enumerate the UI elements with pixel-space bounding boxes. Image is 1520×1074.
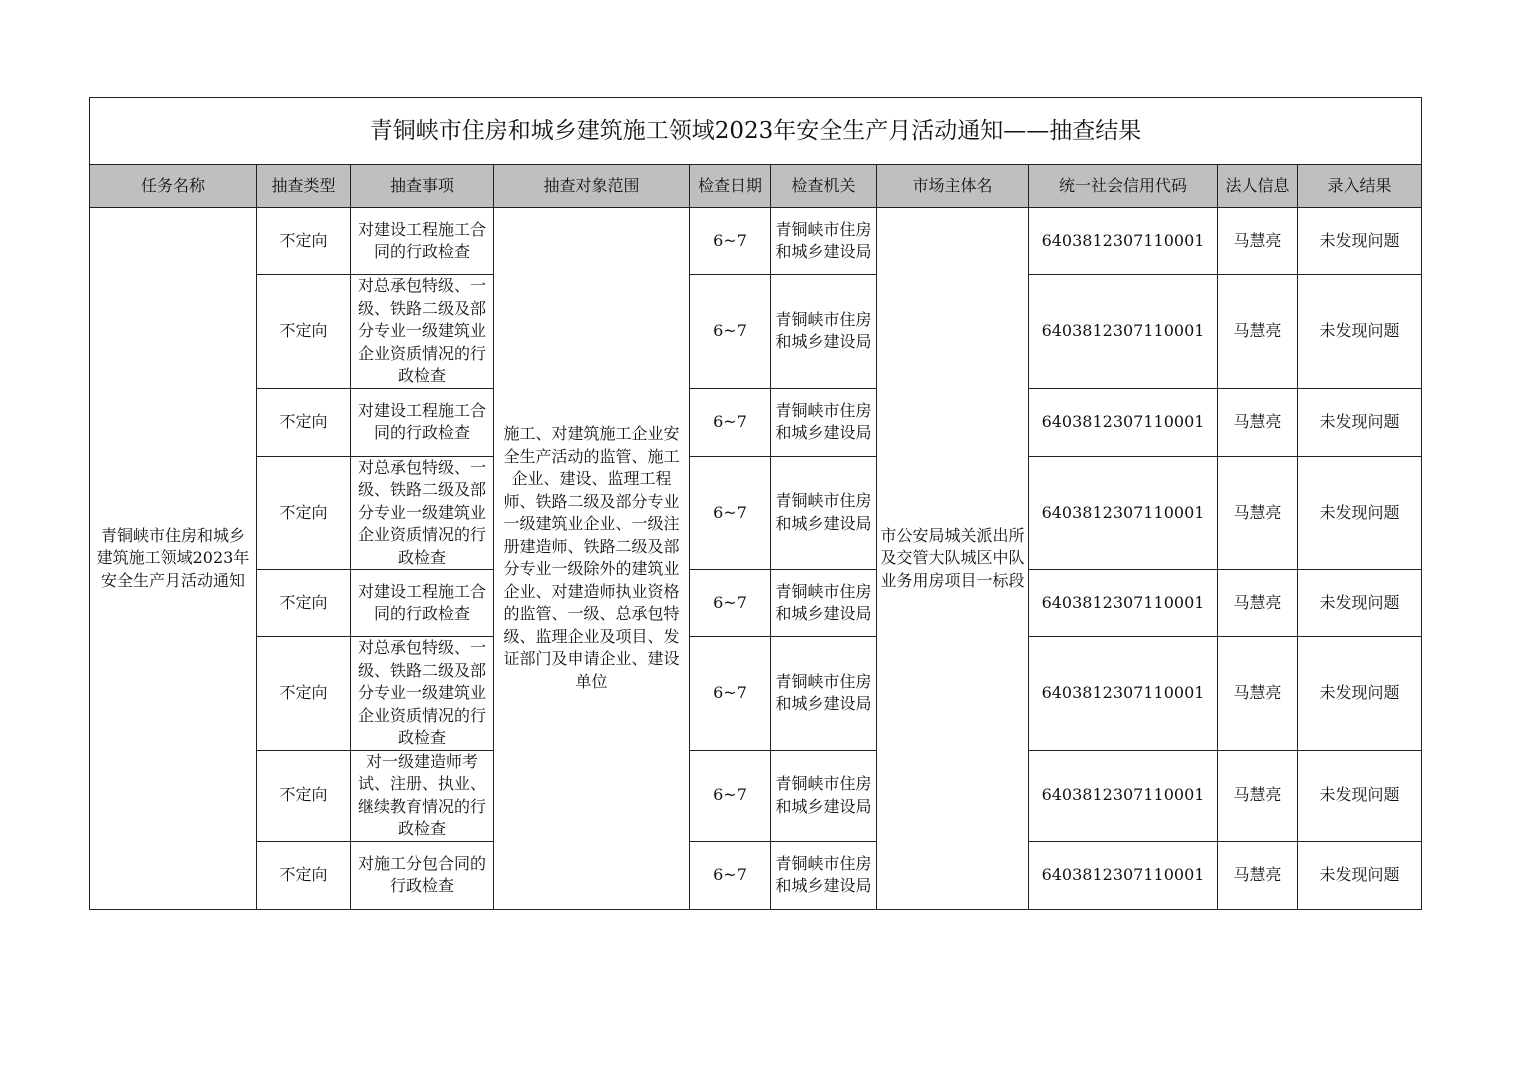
result-cell: 未发现问题	[1298, 275, 1422, 389]
check-type-cell: 不定向	[257, 570, 351, 637]
legal-person-cell: 马慧亮	[1218, 841, 1298, 909]
credit-code-cell: 6403812307110001	[1029, 456, 1218, 570]
credit-code-cell: 6403812307110001	[1029, 275, 1218, 389]
table-row	[90, 275, 1422, 389]
credit-code-cell: 6403812307110001	[1029, 750, 1218, 841]
result-sheet	[89, 97, 1421, 910]
sheet-title: 青铜峡市住房和城乡建筑施工领域2023年安全生产月活动通知——抽查结果	[90, 98, 1422, 165]
table-row	[90, 570, 1422, 637]
legal-person-cell: 马慧亮	[1218, 388, 1298, 456]
legal-person-cell: 马慧亮	[1218, 456, 1298, 570]
check-item-cell: 对总承包特级、一级、铁路二级及部分专业一级建筑业企业资质情况的行政检查	[351, 456, 494, 570]
check-date-cell: 6~7	[690, 841, 771, 909]
authority-cell: 青铜峡市住房和城乡建设局	[771, 208, 877, 275]
check-date-cell: 6~7	[690, 570, 771, 637]
check-type-cell: 不定向	[257, 637, 351, 751]
table-row	[90, 637, 1422, 751]
check-date-cell: 6~7	[690, 750, 771, 841]
col-header-task-name: 任务名称	[90, 165, 257, 208]
inspection-table	[89, 97, 1422, 910]
credit-code-cell: 6403812307110001	[1029, 208, 1218, 275]
authority-cell: 青铜峡市住房和城乡建设局	[771, 841, 877, 909]
result-cell: 未发现问题	[1298, 841, 1422, 909]
col-header-scope: 抽查对象范围	[494, 165, 690, 208]
credit-code-cell: 6403812307110001	[1029, 388, 1218, 456]
table-row	[90, 388, 1422, 456]
market-entity-cell: 市公安局城关派出所及交管大队城区中队业务用房项目一标段	[877, 208, 1029, 910]
legal-person-cell: 马慧亮	[1218, 750, 1298, 841]
check-date-cell: 6~7	[690, 456, 771, 570]
col-header-result: 录入结果	[1298, 165, 1422, 208]
authority-cell: 青铜峡市住房和城乡建设局	[771, 637, 877, 751]
check-date-cell: 6~7	[690, 388, 771, 456]
result-cell: 未发现问题	[1298, 208, 1422, 275]
col-header-item: 抽查事项	[351, 165, 494, 208]
check-item-cell: 对施工分包合同的行政检查	[351, 841, 494, 909]
task-name-cell: 青铜峡市住房和城乡建筑施工领域2023年安全生产月活动通知	[90, 208, 257, 910]
table-row	[90, 750, 1422, 841]
check-item-cell: 对建设工程施工合同的行政检查	[351, 388, 494, 456]
result-cell: 未发现问题	[1298, 570, 1422, 637]
col-header-legal-person: 法人信息	[1218, 165, 1298, 208]
authority-cell: 青铜峡市住房和城乡建设局	[771, 750, 877, 841]
check-item-cell: 对建设工程施工合同的行政检查	[351, 570, 494, 637]
legal-person-cell: 马慧亮	[1218, 275, 1298, 389]
check-date-cell: 6~7	[690, 637, 771, 751]
check-date-cell: 6~7	[690, 208, 771, 275]
authority-cell: 青铜峡市住房和城乡建设局	[771, 388, 877, 456]
legal-person-cell: 马慧亮	[1218, 208, 1298, 275]
authority-cell: 青铜峡市住房和城乡建设局	[771, 456, 877, 570]
table-row	[90, 456, 1422, 570]
check-type-cell: 不定向	[257, 750, 351, 841]
col-header-authority: 检查机关	[771, 165, 877, 208]
legal-person-cell: 马慧亮	[1218, 570, 1298, 637]
result-cell: 未发现问题	[1298, 750, 1422, 841]
col-header-date: 检查日期	[690, 165, 771, 208]
header-row	[90, 165, 1422, 208]
result-cell: 未发现问题	[1298, 637, 1422, 751]
check-item-cell: 对一级建造师考试、注册、执业、继续教育情况的行政检查	[351, 750, 494, 841]
check-scope-cell: 施工、对建筑施工企业安全生产活动的监管、施工企业、建设、监理工程师、铁路二级及部分专业一级建筑业企业、一级注册建造师、铁路二级及部分专业一级除外的建筑业企业、对建造师执业资格的监管、一级、总承包特级、监理企业及项目、发证部门及申请企业、建设单位	[494, 208, 690, 910]
table-row	[90, 841, 1422, 909]
col-header-type: 抽查类型	[257, 165, 351, 208]
result-cell: 未发现问题	[1298, 388, 1422, 456]
col-header-credit-code: 统一社会信用代码	[1029, 165, 1218, 208]
check-type-cell: 不定向	[257, 841, 351, 909]
check-date-cell: 6~7	[690, 275, 771, 389]
table-row	[90, 208, 1422, 275]
check-type-cell: 不定向	[257, 208, 351, 275]
check-type-cell: 不定向	[257, 456, 351, 570]
credit-code-cell: 6403812307110001	[1029, 841, 1218, 909]
col-header-entity: 市场主体名	[877, 165, 1029, 208]
check-type-cell: 不定向	[257, 275, 351, 389]
check-type-cell: 不定向	[257, 388, 351, 456]
authority-cell: 青铜峡市住房和城乡建设局	[771, 275, 877, 389]
credit-code-cell: 6403812307110001	[1029, 570, 1218, 637]
authority-cell: 青铜峡市住房和城乡建设局	[771, 570, 877, 637]
legal-person-cell: 马慧亮	[1218, 637, 1298, 751]
check-item-cell: 对总承包特级、一级、铁路二级及部分专业一级建筑业企业资质情况的行政检查	[351, 637, 494, 751]
check-item-cell: 对总承包特级、一级、铁路二级及部分专业一级建筑业企业资质情况的行政检查	[351, 275, 494, 389]
check-item-cell: 对建设工程施工合同的行政检查	[351, 208, 494, 275]
credit-code-cell: 6403812307110001	[1029, 637, 1218, 751]
result-cell: 未发现问题	[1298, 456, 1422, 570]
